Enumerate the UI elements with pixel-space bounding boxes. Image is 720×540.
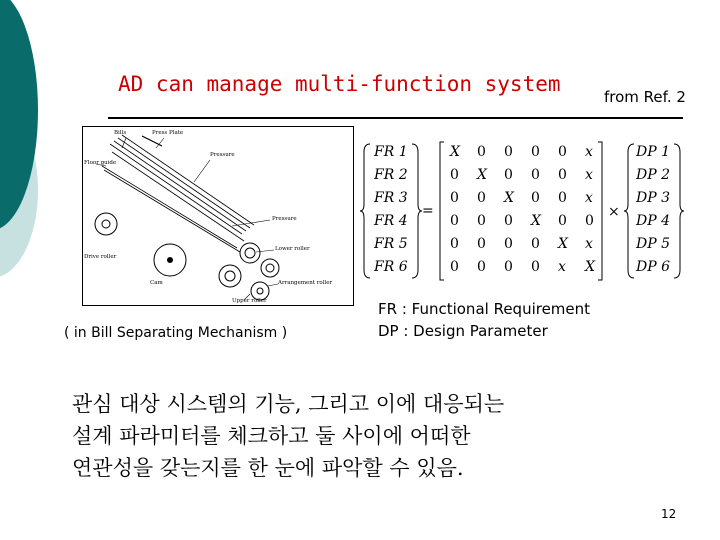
legend-fr: FR : Functional Requirement — [378, 300, 591, 318]
fr-entry: FR 1 — [374, 144, 408, 160]
matrix-cell: x — [558, 259, 566, 275]
page-number: 12 — [661, 507, 677, 521]
dp-entry: DP 2 — [636, 167, 671, 183]
matrix-cell: 0 — [531, 236, 540, 252]
dp-entry: DP 6 — [636, 259, 671, 275]
matrix-legend — [378, 298, 590, 342]
slide-decoration — [0, 0, 60, 290]
matrix-cell: 0 — [477, 236, 486, 252]
label-lower-roller: Lower roller — [275, 246, 310, 252]
matrix-cell: 0 — [504, 144, 513, 160]
slide-body — [72, 388, 504, 484]
matrix-cell: X — [477, 167, 487, 183]
label-cam: Cam — [150, 280, 163, 286]
fr-entry: FR 6 — [374, 259, 408, 275]
fr-entry: FR 4 — [374, 213, 408, 229]
figure-caption: ( in Bill Separating Mechanism ) — [64, 325, 288, 341]
matrix-cell: 0 — [558, 213, 567, 229]
body-line: 관심 대상 시스템의 기능, 그리고 이에 대응되는 — [72, 392, 505, 416]
design-matrix-equation — [360, 136, 685, 286]
matrix-cell: 0 — [558, 167, 567, 183]
matrix-cell: 0 — [477, 259, 486, 275]
matrix-cell: 0 — [585, 213, 594, 229]
matrix-cell: 0 — [450, 259, 459, 275]
reference-note: from Ref. 2 — [604, 88, 686, 106]
label-upper-roller: Upper roller — [232, 298, 267, 304]
matrix-cell: 0 — [531, 144, 540, 160]
matrix-cell: x — [585, 144, 593, 160]
matrix-cell: x — [585, 190, 593, 206]
label-bills: Bills — [114, 130, 127, 136]
legend-dp: DP : Design Parameter — [378, 322, 548, 340]
matrix-cell: X — [558, 236, 568, 252]
dp-entry: DP 1 — [636, 144, 671, 160]
matrix-cell: 0 — [477, 190, 486, 206]
equals-sign: = — [422, 203, 434, 219]
label-drive-roller: Drive roller — [84, 254, 117, 260]
label-pressure-top: Pressure — [210, 152, 235, 158]
fr-entry: FR 2 — [374, 167, 408, 183]
matrix-cell: 0 — [531, 167, 540, 183]
label-floor-guide: Floor guide — [84, 160, 117, 166]
matrix-cell: 0 — [477, 213, 486, 229]
fr-entry: FR 5 — [374, 236, 408, 252]
matrix-cell: X — [504, 190, 514, 206]
fr-entry: FR 3 — [374, 190, 408, 206]
matrix-cell: x — [585, 236, 593, 252]
matrix-cell: X — [585, 259, 595, 275]
label-arrangement-roller: Arrangement roller — [278, 280, 333, 286]
matrix-cell: 0 — [558, 190, 567, 206]
matrix-cell: 0 — [558, 144, 567, 160]
matrix-cell: 0 — [477, 144, 486, 160]
body-line: 설계 파라미터를 체크하고 둘 사이에 어떠한 — [72, 424, 471, 448]
matrix-cell: 0 — [531, 259, 540, 275]
matrix-cell: x — [585, 167, 593, 183]
matrix-cell: 0 — [450, 236, 459, 252]
dp-entry: DP 3 — [636, 190, 671, 206]
matrix-cell: 0 — [450, 167, 459, 183]
matrix-cell: X — [450, 144, 460, 160]
dp-entry: DP 4 — [636, 213, 671, 229]
matrix-cell: 0 — [450, 213, 459, 229]
bill-separating-mechanism-diagram — [82, 126, 354, 306]
matrix-cell: 0 — [504, 259, 513, 275]
matrix-cell: 0 — [504, 167, 513, 183]
matrix-cell: 0 — [450, 190, 459, 206]
label-pressure-mid: Pressure — [272, 216, 297, 222]
body-line: 연관성을 갖는지를 한 눈에 파악할 수 있음. — [72, 456, 464, 480]
slide-title: AD can manage multi-function system — [118, 72, 561, 96]
matrix-cell: X — [531, 213, 541, 229]
title-divider — [108, 117, 683, 119]
dp-entry: DP 5 — [636, 236, 671, 252]
matrix-cell: 0 — [531, 190, 540, 206]
matrix-cell: 0 — [504, 213, 513, 229]
times-sign: × — [608, 204, 620, 220]
matrix-cell: 0 — [504, 236, 513, 252]
label-press-plate: Press Plate — [152, 130, 184, 136]
